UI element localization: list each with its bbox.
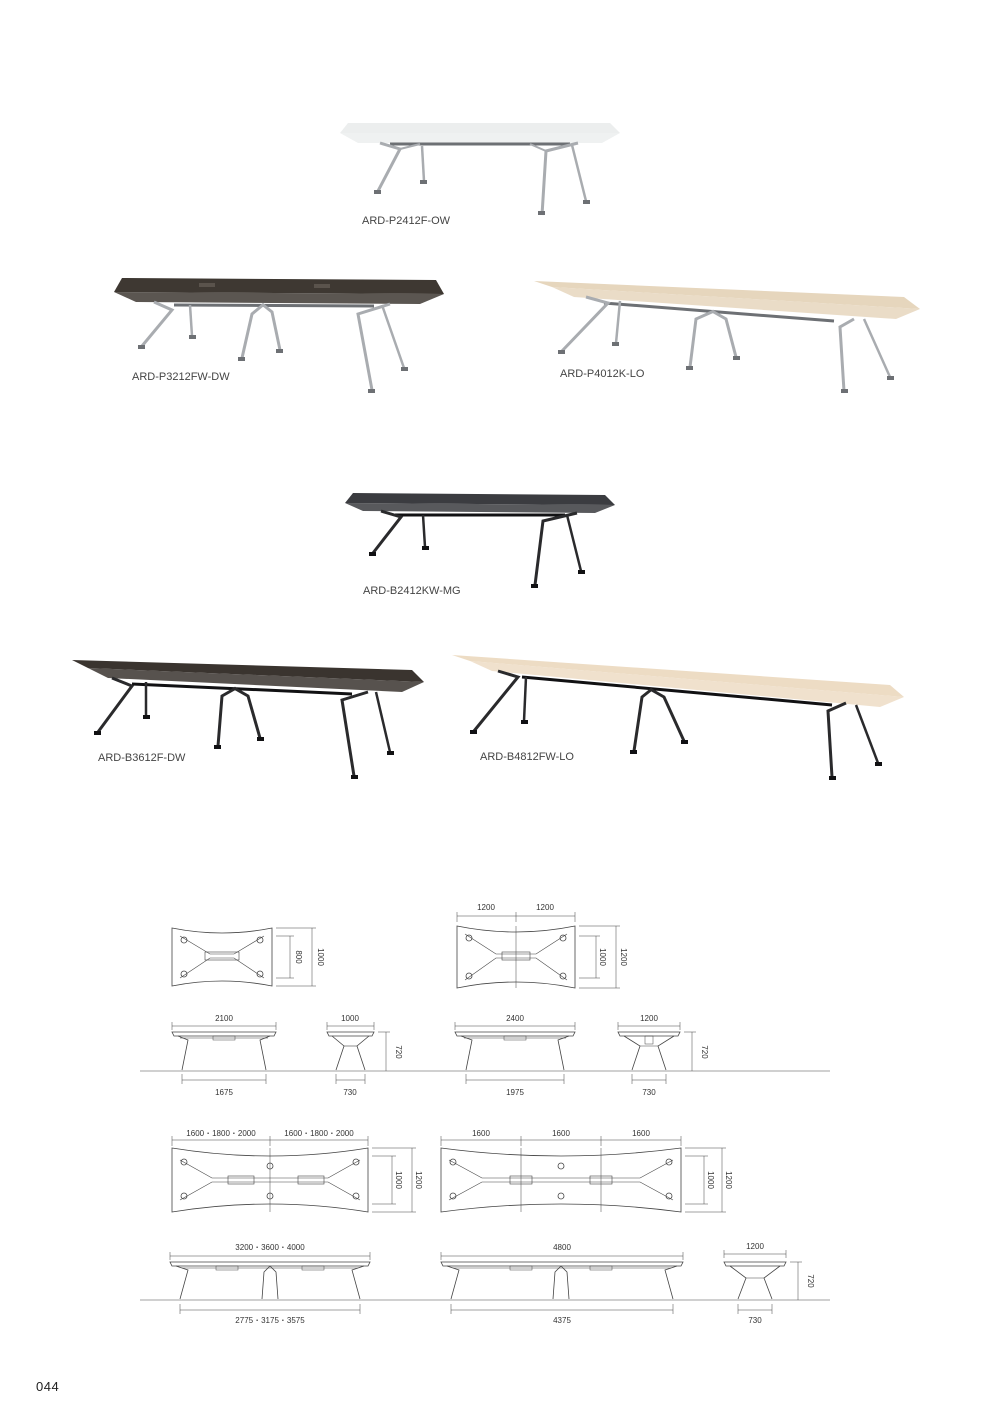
plan-view-large bbox=[172, 1136, 416, 1212]
dim-leg-span: 1975 bbox=[506, 1088, 524, 1097]
table-leg bbox=[98, 678, 132, 732]
table-leg bbox=[634, 689, 652, 751]
dim-height: 720 bbox=[806, 1274, 815, 1288]
dim-width: 1600 bbox=[632, 1129, 650, 1138]
dim-width: 1600 bbox=[472, 1129, 490, 1138]
elevation-3200 bbox=[170, 1252, 370, 1314]
side-view-1200 bbox=[618, 1022, 696, 1084]
dim-width: 3200・3600・4000 bbox=[235, 1243, 305, 1252]
cable-port bbox=[314, 284, 330, 288]
table-leg bbox=[218, 688, 236, 746]
elevation-2400 bbox=[455, 1022, 575, 1084]
table-foot bbox=[733, 356, 740, 360]
table-foot bbox=[276, 349, 283, 353]
table-leg bbox=[616, 301, 620, 343]
dim-height: 720 bbox=[700, 1045, 709, 1059]
product-label: ARD-B4812FW-LO bbox=[480, 751, 574, 763]
table-foot bbox=[138, 345, 145, 349]
dim-width: 1600・1800・2000 bbox=[284, 1129, 354, 1138]
table-foot bbox=[887, 376, 894, 380]
side-view-1200-b bbox=[724, 1250, 802, 1314]
table-foot bbox=[578, 570, 585, 574]
plan-view-medium bbox=[457, 912, 620, 988]
technical-drawings bbox=[0, 880, 1000, 1350]
table-foot bbox=[531, 584, 538, 588]
product-ard-p3212fw-dw bbox=[114, 278, 444, 408]
table-top bbox=[114, 278, 444, 294]
table-leg bbox=[542, 143, 578, 215]
table-foot bbox=[521, 720, 528, 724]
table-leg bbox=[562, 297, 608, 351]
product-label: ARD-P3212FW-DW bbox=[132, 371, 230, 383]
table-image bbox=[345, 493, 615, 593]
dim-depth-outer: 1200 bbox=[724, 1171, 733, 1189]
table-leg bbox=[142, 302, 172, 346]
table-top-edge bbox=[340, 133, 620, 143]
elevation-2100 bbox=[172, 1022, 276, 1084]
dim-depth-inner: 800 bbox=[294, 950, 303, 964]
table-foot bbox=[374, 190, 381, 194]
dim-depth-inner: 1000 bbox=[598, 948, 607, 966]
table-leg bbox=[376, 692, 390, 752]
product-ard-b4812fw-lo bbox=[452, 655, 904, 785]
product-ard-p2412f-ow bbox=[340, 115, 620, 235]
dim-leg-span: 4375 bbox=[553, 1316, 571, 1325]
table-foot bbox=[841, 389, 848, 393]
table-top bbox=[345, 493, 615, 505]
table-leg bbox=[190, 305, 192, 336]
dim-height: 720 bbox=[394, 1045, 403, 1059]
plan-view-xl bbox=[441, 1136, 726, 1212]
table-foot bbox=[829, 776, 836, 780]
dim-width: 4800 bbox=[553, 1243, 571, 1252]
table-foot bbox=[470, 730, 477, 734]
table-leg bbox=[342, 692, 368, 776]
table-foot bbox=[257, 737, 264, 741]
dim-depth: 1200 bbox=[746, 1242, 764, 1251]
dim-width: 1200 bbox=[536, 903, 554, 912]
table-foot bbox=[143, 715, 150, 719]
table-top-edge bbox=[114, 292, 444, 304]
table-foot bbox=[875, 762, 882, 766]
elevation-4800 bbox=[441, 1252, 683, 1314]
product-label: ARD-P2412F-OW bbox=[362, 215, 451, 227]
dim-depth-outer: 1200 bbox=[414, 1171, 423, 1189]
table-foot bbox=[420, 180, 427, 184]
table-leg bbox=[422, 146, 424, 181]
dim-leg-span: 2775・3175・3575 bbox=[235, 1316, 305, 1325]
table-foot bbox=[387, 751, 394, 755]
dim-depth-outer: 1000 bbox=[316, 948, 325, 966]
table-leg bbox=[650, 689, 684, 741]
cable-port bbox=[199, 283, 215, 287]
table-foot bbox=[558, 350, 565, 354]
table-leg bbox=[864, 319, 890, 377]
table-leg bbox=[572, 145, 586, 201]
dim-leg-span: 730 bbox=[343, 1088, 357, 1097]
table-leg bbox=[242, 304, 264, 358]
table-foot bbox=[189, 335, 196, 339]
side-view-1000 bbox=[327, 1022, 390, 1084]
table-leg bbox=[234, 688, 260, 738]
table-foot bbox=[214, 745, 221, 749]
dim-depth-inner: 1000 bbox=[706, 1171, 715, 1189]
dim-width: 1600 bbox=[552, 1129, 570, 1138]
table-foot bbox=[94, 731, 101, 735]
table-foot bbox=[630, 750, 637, 754]
table-leg bbox=[690, 311, 714, 367]
dim-width: 2100 bbox=[215, 1014, 233, 1023]
table-frame bbox=[174, 305, 374, 306]
dim-width: 2400 bbox=[506, 1014, 524, 1023]
table-leg bbox=[567, 515, 581, 571]
table-leg bbox=[535, 513, 577, 585]
dim-depth: 1200 bbox=[640, 1014, 658, 1023]
table-image bbox=[340, 115, 620, 215]
product-ard-b3612f-dw bbox=[72, 660, 424, 780]
table-leg bbox=[373, 511, 401, 553]
table-foot bbox=[351, 775, 358, 779]
table-leg bbox=[423, 515, 425, 547]
product-label: ARD-P4012K-LO bbox=[560, 368, 645, 380]
table-foot bbox=[422, 546, 429, 550]
product-label: ARD-B3612F-DW bbox=[98, 752, 186, 764]
table-leg bbox=[712, 311, 736, 357]
dim-depth-inner: 1000 bbox=[394, 1171, 403, 1189]
product-ard-b2412kw-mg bbox=[345, 493, 615, 603]
table-leg bbox=[524, 677, 526, 721]
table-leg bbox=[378, 143, 400, 191]
table-image bbox=[452, 655, 904, 783]
table-foot bbox=[612, 342, 619, 346]
table-leg bbox=[856, 705, 878, 763]
table-leg bbox=[840, 319, 854, 391]
table-top bbox=[340, 123, 620, 133]
dim-leg-span: 1675 bbox=[215, 1088, 233, 1097]
dim-width: 1200 bbox=[477, 903, 495, 912]
table-leg bbox=[474, 671, 518, 731]
table-leg bbox=[828, 703, 846, 777]
page-number: 044 bbox=[36, 1379, 60, 1394]
dim-width: 1600・1800・2000 bbox=[186, 1129, 256, 1138]
dim-depth-outer: 1200 bbox=[619, 948, 628, 966]
table-foot bbox=[686, 366, 693, 370]
product-ard-p4012k-lo bbox=[534, 281, 920, 401]
table-foot bbox=[369, 552, 376, 556]
dim-depth: 1000 bbox=[341, 1014, 359, 1023]
dim-leg-span: 730 bbox=[748, 1316, 762, 1325]
table-foot bbox=[681, 740, 688, 744]
table-foot bbox=[538, 211, 545, 215]
dim-leg-span: 730 bbox=[642, 1088, 656, 1097]
table-foot bbox=[368, 389, 375, 393]
product-label: ARD-B2412KW-MG bbox=[363, 585, 461, 597]
table-leg bbox=[262, 304, 280, 350]
table-foot bbox=[583, 200, 590, 204]
table-foot bbox=[238, 357, 245, 361]
table-leg bbox=[382, 305, 404, 368]
table-foot bbox=[401, 367, 408, 371]
